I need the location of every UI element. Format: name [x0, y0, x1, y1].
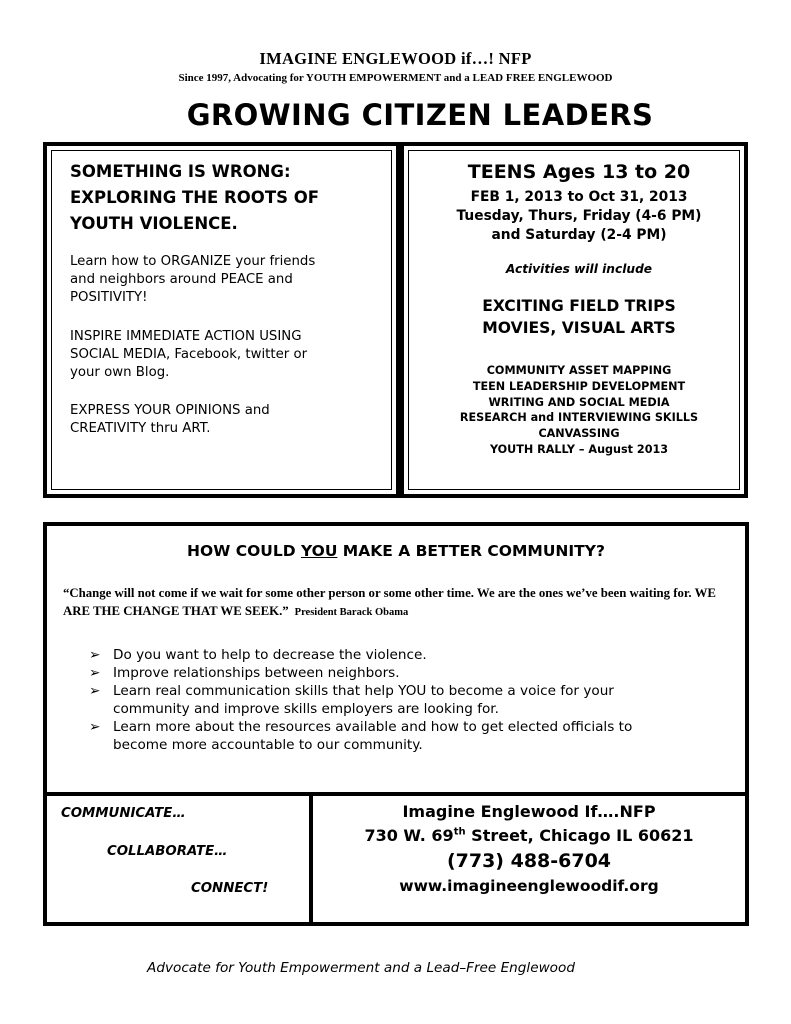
- slogans-box: [43, 792, 313, 926]
- paragraph-line: and neighbors around PEACE and: [70, 272, 293, 287]
- list-item: [89, 664, 729, 682]
- heading-line: SOMETHING IS WRONG:: [70, 162, 291, 181]
- activity-item: TEEN LEADERSHIP DEVELOPMENT: [472, 379, 686, 393]
- quote-attribution: President Barack Obama: [294, 607, 409, 618]
- activity-item: COMMUNITY ASSET MAPPING: [486, 364, 672, 377]
- paragraph-line: SOCIAL MEDIA, Facebook, twitter or: [70, 347, 308, 362]
- list-item: [89, 718, 729, 754]
- program-details-box: [400, 142, 748, 498]
- slogan-collaborate: COLLABORATE…: [107, 844, 228, 859]
- art-paragraph: [70, 402, 400, 438]
- bullet-text: Improve relationships between neighbors.: [113, 665, 400, 681]
- activity-item: CANVASSING: [538, 427, 620, 441]
- slogan-communicate: COMMUNICATE…: [61, 806, 186, 821]
- arrow-bullet-icon: ➢: [89, 665, 101, 681]
- list-item: [89, 646, 729, 664]
- program-dates: FEB 1, 2013 to Oct 31, 2013: [470, 189, 688, 205]
- paragraph-line: POSITIVITY!: [70, 290, 148, 305]
- address-superscript: th: [453, 826, 466, 838]
- address-text: Street, Chicago IL 60621: [465, 826, 694, 845]
- arrow-bullet-icon: ➢: [89, 683, 101, 699]
- footer-tagline: Advocate for Youth Empowerment and a Lead–Free Englewood: [147, 960, 575, 976]
- contact-website: www.imagineenglewoodif.org: [399, 877, 659, 895]
- schedule-saturday: and Saturday (2-4 PM): [491, 227, 667, 243]
- bullet-text: Learn more about the resources available and how to get elected officials to: [113, 719, 633, 735]
- paragraph-line: INSPIRE IMMEDIATE ACTION USING: [70, 329, 302, 344]
- heading-line: EXPLORING THE ROOTS OF: [70, 188, 319, 207]
- contact-box: [309, 792, 749, 926]
- quote-text: “Change will not come if we wait for some other person or some other time. We are the ones we’ve been waiting for. WE ARE THE CHANGE THAT WE SEEK.”: [63, 586, 716, 618]
- arrow-bullet-icon: ➢: [89, 719, 101, 735]
- paragraph-line: your own Blog.: [70, 365, 170, 380]
- highlight-arts: MOVIES, VISUAL ARTS: [482, 319, 676, 337]
- organization-name: IMAGINE ENGLEWOOD if…! NFP: [259, 49, 532, 68]
- activities-intro: Activities will include: [505, 262, 653, 276]
- main-title: GROWING CITIZEN LEADERS: [186, 98, 654, 132]
- community-box: [43, 522, 749, 796]
- activity-item: YOUTH RALLY – August 2013: [489, 442, 669, 456]
- slogan-connect: CONNECT!: [191, 881, 269, 896]
- heading-line: YOUTH VIOLENCE.: [70, 214, 238, 233]
- bullet-text: Learn real communication skills that help YOU to become a voice for your: [113, 683, 614, 699]
- organize-paragraph: [70, 253, 400, 307]
- inner-frame: [51, 150, 392, 490]
- contact-phone: (773) 488-6704: [446, 850, 612, 872]
- bullet-text: become more accountable to our community.: [113, 737, 423, 753]
- heading-text: HOW COULD: [187, 542, 301, 560]
- inner-frame: [408, 150, 740, 490]
- tagline: Since 1997, Advocating for YOUTH EMPOWERMENT and a LEAD FREE ENGLEWOOD: [178, 72, 613, 84]
- activities-list: [409, 363, 749, 458]
- obama-quote: [63, 584, 733, 622]
- paragraph-line: CREATIVITY thru ART.: [70, 421, 211, 436]
- address-text: 730 W. 69: [364, 826, 454, 845]
- heading-emphasis: YOU: [300, 542, 338, 560]
- bullet-list: [89, 646, 729, 754]
- activity-item: RESEARCH and INTERVIEWING SKILLS: [459, 411, 699, 425]
- paragraph-line: Learn how to ORGANIZE your friends: [70, 254, 316, 269]
- paragraph-line: EXPRESS YOUR OPINIONS and: [70, 403, 270, 418]
- heading-text: MAKE A BETTER COMMUNITY?: [337, 542, 605, 560]
- community-heading: [47, 542, 745, 560]
- social-media-paragraph: [70, 328, 400, 382]
- schedule-weekdays: Tuesday, Thurs, Friday (4-6 PM): [456, 208, 702, 224]
- program-description-box: [43, 142, 400, 498]
- program-heading: [70, 159, 400, 237]
- contact-name: Imagine Englewood If….NFP: [402, 802, 656, 821]
- age-range-title: TEENS Ages 13 to 20: [467, 161, 691, 183]
- highlight-field-trips: EXCITING FIELD TRIPS: [482, 297, 676, 315]
- bullet-text: Do you want to help to decrease the violence.: [113, 647, 427, 663]
- list-item: [89, 682, 729, 718]
- activity-item: WRITING AND SOCIAL MEDIA: [488, 395, 670, 409]
- bullet-text: community and improve skills employers are looking for.: [113, 701, 499, 717]
- contact-address: [313, 826, 745, 845]
- arrow-bullet-icon: ➢: [89, 647, 101, 663]
